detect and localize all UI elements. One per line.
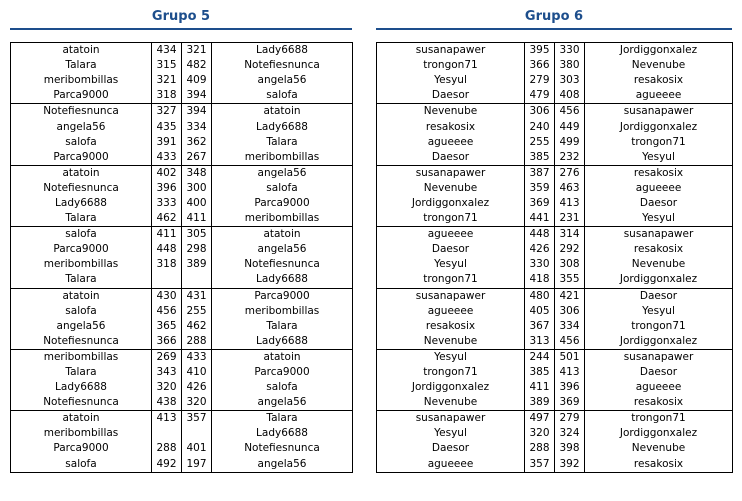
match-row bbox=[11, 380, 353, 395]
match-row bbox=[377, 272, 733, 288]
home-player: Yesyul bbox=[434, 427, 467, 440]
home-score: 492 bbox=[152, 457, 182, 473]
home-score: 318 bbox=[152, 257, 182, 272]
home-score: 320 bbox=[525, 426, 555, 441]
match-row bbox=[377, 43, 733, 59]
match-row bbox=[377, 242, 733, 257]
away-player: agueeee bbox=[635, 181, 682, 194]
home-player: angela56 bbox=[56, 120, 106, 133]
match-row bbox=[11, 104, 353, 120]
home-player: salofa bbox=[65, 135, 97, 148]
home-score: 402 bbox=[152, 165, 182, 181]
away-score: 314 bbox=[555, 227, 585, 243]
away-player: Lady6688 bbox=[256, 44, 308, 57]
away-player: Lady6688 bbox=[256, 334, 308, 347]
home-score: 385 bbox=[525, 365, 555, 380]
home-score: 462 bbox=[152, 211, 182, 227]
match-row bbox=[377, 334, 733, 350]
away-score: 276 bbox=[555, 165, 585, 181]
home-player: trongon71 bbox=[423, 273, 478, 286]
away-score: 308 bbox=[555, 257, 585, 272]
away-score: 306 bbox=[555, 304, 585, 319]
match-row bbox=[11, 165, 353, 181]
away-player: Daesor bbox=[585, 288, 733, 304]
away-player: resakosix bbox=[633, 243, 684, 256]
home-player: Notefiesnunca bbox=[43, 181, 119, 194]
away-score: 394 bbox=[182, 104, 212, 120]
match-row bbox=[11, 73, 353, 88]
home-player: Parca9000 bbox=[53, 442, 109, 455]
away-player: salofa bbox=[266, 89, 298, 102]
match-row bbox=[377, 304, 733, 319]
home-player: Talara bbox=[65, 212, 97, 225]
away-score: 267 bbox=[182, 150, 212, 166]
away-player: susanapawer bbox=[585, 227, 733, 243]
home-player: trongon71 bbox=[423, 59, 478, 72]
away-player: Parca9000 bbox=[254, 366, 310, 379]
away-score: 231 bbox=[555, 211, 585, 227]
home-player: atatoin bbox=[11, 288, 152, 304]
home-player: Yesyul bbox=[434, 258, 467, 271]
home-player: susanapawer bbox=[377, 411, 525, 427]
away-score: 305 bbox=[182, 227, 212, 243]
match-row bbox=[377, 457, 733, 473]
group-title-underline bbox=[376, 28, 732, 30]
home-score: 330 bbox=[525, 257, 555, 272]
away-player: Jordiggonxalez bbox=[619, 273, 698, 286]
home-player: meribombillas bbox=[11, 349, 152, 365]
away-player: trongon71 bbox=[631, 135, 686, 148]
away-player: agueeee bbox=[635, 89, 682, 102]
away-player: Parca9000 bbox=[212, 288, 353, 304]
away-score: 499 bbox=[555, 135, 585, 150]
away-player: angela56 bbox=[257, 396, 307, 409]
away-score: 410 bbox=[182, 365, 212, 380]
match-row bbox=[11, 135, 353, 150]
home-player: agueeee bbox=[427, 135, 474, 148]
away-player: angela56 bbox=[257, 74, 307, 87]
home-player: Nevenube bbox=[423, 181, 478, 194]
away-score: 330 bbox=[555, 43, 585, 59]
away-score: 421 bbox=[555, 288, 585, 304]
home-score: 426 bbox=[525, 242, 555, 257]
home-player: Lady6688 bbox=[55, 196, 107, 209]
match-row bbox=[11, 272, 353, 288]
home-player: salofa bbox=[65, 304, 97, 317]
home-player: Yesyul bbox=[434, 74, 467, 87]
match-row bbox=[11, 441, 353, 456]
away-player: Lady6688 bbox=[256, 273, 308, 286]
away-score: 300 bbox=[182, 181, 212, 196]
home-score: 366 bbox=[152, 334, 182, 350]
home-player: Parca9000 bbox=[53, 243, 109, 256]
away-player: salofa bbox=[266, 181, 298, 194]
home-player: Lady6688 bbox=[55, 381, 107, 394]
away-score: 431 bbox=[182, 288, 212, 304]
home-score: 327 bbox=[152, 104, 182, 120]
match-row bbox=[377, 196, 733, 211]
away-score: 288 bbox=[182, 334, 212, 350]
away-score: 426 bbox=[182, 380, 212, 395]
match-row bbox=[11, 227, 353, 243]
away-score: 389 bbox=[182, 257, 212, 272]
away-player: Jordiggonxalez bbox=[619, 427, 698, 440]
home-player: agueeee bbox=[427, 457, 474, 470]
match-row bbox=[11, 349, 353, 365]
away-score: 321 bbox=[182, 43, 212, 59]
away-score: 398 bbox=[555, 441, 585, 456]
away-score: 380 bbox=[555, 58, 585, 73]
home-score: 480 bbox=[525, 288, 555, 304]
home-score: 448 bbox=[525, 227, 555, 243]
away-player: agueeee bbox=[635, 381, 682, 394]
away-player: resakosix bbox=[633, 74, 684, 87]
away-player: Yesyul bbox=[642, 304, 675, 317]
away-score: 411 bbox=[182, 211, 212, 227]
away-player: salofa bbox=[266, 381, 298, 394]
results-table-body bbox=[11, 43, 353, 473]
match-row bbox=[377, 135, 733, 150]
results-table bbox=[10, 42, 353, 473]
match-row bbox=[11, 304, 353, 319]
away-player: resakosix bbox=[585, 165, 733, 181]
match-row bbox=[377, 257, 733, 272]
home-player: salofa bbox=[65, 457, 97, 470]
match-row bbox=[11, 288, 353, 304]
match-row bbox=[377, 426, 733, 441]
home-player: trongon71 bbox=[423, 366, 478, 379]
home-score: 255 bbox=[525, 135, 555, 150]
away-score: 413 bbox=[555, 365, 585, 380]
home-score: 434 bbox=[152, 43, 182, 59]
away-player: Talara bbox=[266, 135, 298, 148]
match-row bbox=[377, 58, 733, 73]
away-player: angela56 bbox=[257, 243, 307, 256]
match-row bbox=[377, 319, 733, 334]
away-score: 409 bbox=[182, 73, 212, 88]
home-player: meribombillas bbox=[43, 74, 119, 87]
away-player: susanapawer bbox=[585, 349, 733, 365]
home-player: Parca9000 bbox=[53, 150, 109, 163]
away-score: 463 bbox=[555, 181, 585, 196]
away-player: meribombillas bbox=[244, 150, 320, 163]
home-player: Notefiesnunca bbox=[43, 396, 119, 409]
home-player: atatoin bbox=[62, 44, 100, 57]
away-player: resakosix bbox=[633, 396, 684, 409]
away-player: Nevenube bbox=[631, 442, 686, 455]
home-score: 320 bbox=[152, 380, 182, 395]
away-player: Talara bbox=[212, 411, 353, 427]
home-score: 279 bbox=[525, 73, 555, 88]
away-score: 413 bbox=[555, 196, 585, 211]
away-score: 357 bbox=[182, 411, 212, 427]
home-score: 288 bbox=[525, 441, 555, 456]
home-score bbox=[152, 426, 182, 441]
home-player: meribombillas bbox=[43, 427, 119, 440]
away-player: atatoin bbox=[212, 349, 353, 365]
away-score: 303 bbox=[555, 73, 585, 88]
match-row bbox=[11, 150, 353, 166]
away-score: 232 bbox=[555, 150, 585, 166]
home-player: Talara bbox=[65, 273, 97, 286]
home-player: Nevenube bbox=[423, 334, 478, 347]
home-score: 405 bbox=[525, 304, 555, 319]
away-player: angela56 bbox=[212, 165, 353, 181]
home-player: resakosix bbox=[425, 120, 476, 133]
home-score: 333 bbox=[152, 196, 182, 211]
home-player: Notefiesnunca bbox=[11, 104, 152, 120]
home-player: atatoin bbox=[11, 165, 152, 181]
home-score: 411 bbox=[152, 227, 182, 243]
away-score: 394 bbox=[182, 88, 212, 104]
match-row bbox=[11, 58, 353, 73]
away-score bbox=[182, 426, 212, 441]
home-score: 321 bbox=[152, 73, 182, 88]
home-player: Talara bbox=[65, 366, 97, 379]
home-player: meribombillas bbox=[43, 258, 119, 271]
home-player: Parca9000 bbox=[53, 89, 109, 102]
home-score: 240 bbox=[525, 119, 555, 134]
away-score: 408 bbox=[555, 88, 585, 104]
away-player: trongon71 bbox=[631, 319, 686, 332]
away-score: 362 bbox=[182, 135, 212, 150]
away-player: Daesor bbox=[639, 366, 678, 379]
away-player: Talara bbox=[266, 319, 298, 332]
away-player: Lady6688 bbox=[256, 427, 308, 440]
home-player: Daesor bbox=[431, 243, 470, 256]
home-score bbox=[152, 272, 182, 288]
home-player: Daesor bbox=[431, 150, 470, 163]
away-score bbox=[182, 272, 212, 288]
home-score: 418 bbox=[525, 272, 555, 288]
away-player: Daesor bbox=[639, 196, 678, 209]
match-row bbox=[11, 196, 353, 211]
away-score: 334 bbox=[182, 119, 212, 134]
home-player: Yesyul bbox=[377, 349, 525, 365]
match-row bbox=[11, 395, 353, 411]
group-title-underline bbox=[10, 28, 352, 30]
away-score: 320 bbox=[182, 395, 212, 411]
home-score: 367 bbox=[525, 319, 555, 334]
away-score: 279 bbox=[555, 411, 585, 427]
away-score: 197 bbox=[182, 457, 212, 473]
match-row bbox=[377, 88, 733, 104]
home-score: 391 bbox=[152, 135, 182, 150]
away-score: 334 bbox=[555, 319, 585, 334]
home-player: susanapawer bbox=[377, 288, 525, 304]
home-score: 497 bbox=[525, 411, 555, 427]
match-row bbox=[377, 119, 733, 134]
home-score: 385 bbox=[525, 150, 555, 166]
home-player: Daesor bbox=[431, 442, 470, 455]
away-score: 482 bbox=[182, 58, 212, 73]
results-table-body bbox=[377, 43, 733, 473]
match-row bbox=[11, 334, 353, 350]
match-row bbox=[11, 365, 353, 380]
away-player: Yesyul bbox=[642, 150, 675, 163]
home-score: 413 bbox=[152, 411, 182, 427]
match-row bbox=[377, 380, 733, 395]
home-score: 438 bbox=[152, 395, 182, 411]
away-score: 324 bbox=[555, 426, 585, 441]
away-player: resakosix bbox=[633, 457, 684, 470]
away-player: Yesyul bbox=[642, 212, 675, 225]
home-player: Talara bbox=[65, 59, 97, 72]
home-score: 441 bbox=[525, 211, 555, 227]
home-player: resakosix bbox=[425, 319, 476, 332]
away-score: 456 bbox=[555, 104, 585, 120]
away-score: 433 bbox=[182, 349, 212, 365]
home-score: 396 bbox=[152, 181, 182, 196]
match-row bbox=[377, 211, 733, 227]
home-score: 395 bbox=[525, 43, 555, 59]
match-row bbox=[377, 165, 733, 181]
away-score: 462 bbox=[182, 319, 212, 334]
away-player: Nevenube bbox=[631, 258, 686, 271]
away-player: Parca9000 bbox=[254, 196, 310, 209]
away-player: angela56 bbox=[257, 457, 307, 470]
group-title: Grupo 5 bbox=[151, 9, 211, 24]
home-score: 244 bbox=[525, 349, 555, 365]
home-player: Notefiesnunca bbox=[43, 334, 119, 347]
home-score: 411 bbox=[525, 380, 555, 395]
home-player: atatoin bbox=[11, 411, 152, 427]
match-row bbox=[11, 426, 353, 441]
home-score: 366 bbox=[525, 58, 555, 73]
home-score: 365 bbox=[152, 319, 182, 334]
home-player: salofa bbox=[11, 227, 152, 243]
match-row bbox=[11, 242, 353, 257]
home-score: 456 bbox=[152, 304, 182, 319]
home-player: agueeee bbox=[377, 227, 525, 243]
away-score: 348 bbox=[182, 165, 212, 181]
home-player: Jordiggonxalez bbox=[411, 381, 490, 394]
match-row bbox=[377, 288, 733, 304]
home-score: 318 bbox=[152, 88, 182, 104]
match-row bbox=[377, 349, 733, 365]
home-score: 269 bbox=[152, 349, 182, 365]
away-score: 396 bbox=[555, 380, 585, 395]
match-row bbox=[11, 181, 353, 196]
away-player: Lady6688 bbox=[256, 120, 308, 133]
away-score: 292 bbox=[555, 242, 585, 257]
match-row bbox=[377, 441, 733, 456]
match-row bbox=[11, 257, 353, 272]
home-player: Daesor bbox=[431, 89, 470, 102]
home-score: 435 bbox=[152, 119, 182, 134]
home-player: susanapawer bbox=[377, 165, 525, 181]
match-row bbox=[11, 88, 353, 104]
home-player: Nevenube bbox=[423, 396, 478, 409]
away-score: 456 bbox=[555, 334, 585, 350]
away-player: meribombillas bbox=[244, 304, 320, 317]
away-score: 401 bbox=[182, 441, 212, 456]
home-player: trongon71 bbox=[423, 212, 478, 225]
away-score: 400 bbox=[182, 196, 212, 211]
away-score: 501 bbox=[555, 349, 585, 365]
match-row bbox=[377, 227, 733, 243]
home-score: 387 bbox=[525, 165, 555, 181]
home-score: 359 bbox=[525, 181, 555, 196]
home-player: Nevenube bbox=[377, 104, 525, 120]
match-row bbox=[11, 411, 353, 427]
match-row bbox=[377, 395, 733, 411]
away-score: 369 bbox=[555, 395, 585, 411]
away-score: 355 bbox=[555, 272, 585, 288]
away-score: 392 bbox=[555, 457, 585, 473]
match-row bbox=[377, 181, 733, 196]
away-score: 449 bbox=[555, 119, 585, 134]
home-score: 430 bbox=[152, 288, 182, 304]
match-row bbox=[377, 411, 733, 427]
away-player: trongon71 bbox=[585, 411, 733, 427]
away-player: Jordiggonxalez bbox=[619, 44, 698, 57]
match-row bbox=[11, 43, 353, 59]
home-score: 315 bbox=[152, 58, 182, 73]
home-player: susanapawer bbox=[415, 44, 486, 57]
match-row bbox=[11, 211, 353, 227]
away-player: Notefiesnunca bbox=[244, 258, 320, 271]
group-title: Grupo 6 bbox=[524, 9, 584, 24]
home-score: 343 bbox=[152, 365, 182, 380]
away-score: 298 bbox=[182, 242, 212, 257]
away-player: Jordiggonxalez bbox=[619, 334, 698, 347]
home-score: 306 bbox=[525, 104, 555, 120]
away-player: Notefiesnunca bbox=[244, 59, 320, 72]
match-row bbox=[11, 119, 353, 134]
home-score: 389 bbox=[525, 395, 555, 411]
match-row bbox=[377, 104, 733, 120]
home-score: 313 bbox=[525, 334, 555, 350]
match-row bbox=[377, 73, 733, 88]
home-score: 448 bbox=[152, 242, 182, 257]
home-player: angela56 bbox=[56, 319, 106, 332]
away-player: Notefiesnunca bbox=[244, 442, 320, 455]
match-row bbox=[11, 457, 353, 473]
home-player: Jordiggonxalez bbox=[411, 196, 490, 209]
match-row bbox=[377, 150, 733, 166]
match-row bbox=[11, 319, 353, 334]
match-row bbox=[377, 365, 733, 380]
away-player: susanapawer bbox=[585, 104, 733, 120]
home-player: agueeee bbox=[427, 304, 474, 317]
away-player: atatoin bbox=[212, 104, 353, 120]
away-player: Jordiggonxalez bbox=[619, 120, 698, 133]
home-score: 479 bbox=[525, 88, 555, 104]
away-score: 255 bbox=[182, 304, 212, 319]
home-score: 369 bbox=[525, 196, 555, 211]
away-player: meribombillas bbox=[244, 212, 320, 225]
home-score: 288 bbox=[152, 441, 182, 456]
away-player: atatoin bbox=[212, 227, 353, 243]
home-score: 357 bbox=[525, 457, 555, 473]
home-score: 433 bbox=[152, 150, 182, 166]
results-table bbox=[376, 42, 733, 473]
away-player: Nevenube bbox=[631, 59, 686, 72]
